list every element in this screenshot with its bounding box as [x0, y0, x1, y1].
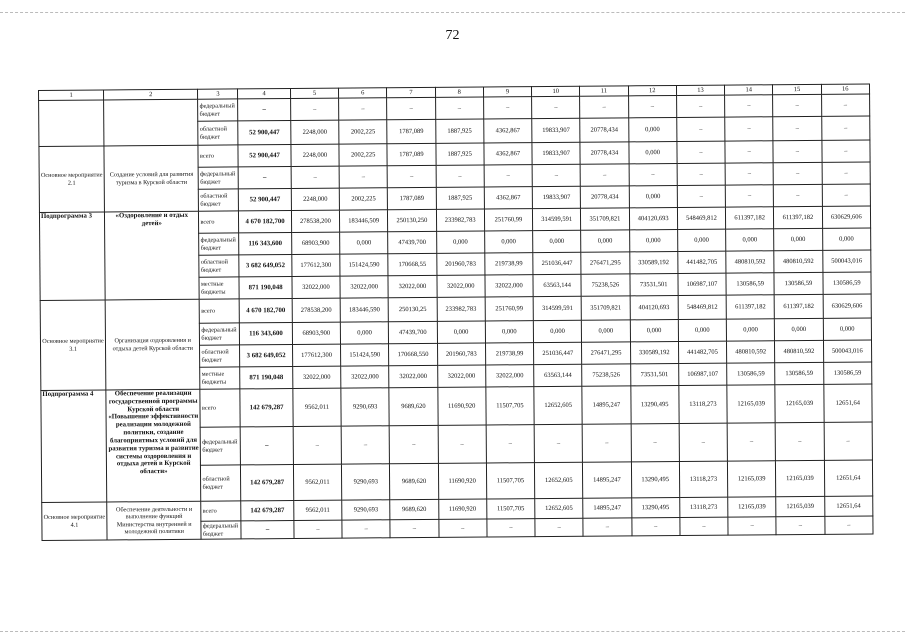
total-amount-cell: 116 343,600	[240, 323, 293, 345]
year-amount-cell: 19833,907	[532, 142, 580, 164]
year-amount-cell: –	[725, 185, 773, 207]
year-amount-cell: 314599,591	[533, 296, 581, 320]
funding-source-cell: федеральный бюджет	[199, 167, 239, 189]
year-amount-cell: –	[438, 425, 487, 463]
scan-edge-bottom	[0, 631, 905, 632]
year-amount-cell: 20778,434	[580, 118, 628, 142]
year-amount-cell: 2002,225	[339, 120, 387, 144]
year-amount-cell: 611397,182	[725, 207, 773, 229]
year-amount-cell: 351709,821	[581, 296, 629, 320]
funding-source-cell: областной бюджет	[198, 121, 238, 145]
year-amount-cell: 12652,605	[535, 498, 583, 518]
year-amount-cell: 1887,925	[435, 143, 483, 165]
year-amount-cell: 0,000	[630, 319, 678, 341]
year-amount-cell: 330589,192	[629, 251, 677, 273]
year-amount-cell: –	[677, 163, 725, 185]
year-amount-cell: 130586,59	[726, 273, 774, 295]
year-amount-cell: –	[389, 425, 438, 463]
funding-source-cell: федеральный бюджет	[199, 233, 239, 255]
year-amount-cell: –	[824, 422, 873, 460]
year-amount-cell: 177612,300	[292, 344, 340, 366]
scan-edge-top	[0, 12, 905, 13]
column-header: 6	[339, 88, 387, 98]
year-amount-cell: 4362,867	[484, 187, 532, 209]
year-amount-cell: –	[580, 164, 628, 186]
year-amount-cell: –	[629, 163, 677, 185]
year-amount-cell: 0,000	[582, 320, 630, 342]
year-amount-cell: 630629,606	[823, 294, 872, 318]
column-header: 13	[676, 85, 724, 95]
column-header: 7	[387, 87, 435, 97]
year-amount-cell: 0,000	[581, 230, 629, 252]
year-amount-cell: 1787,089	[388, 187, 436, 209]
year-amount-cell: –	[341, 426, 390, 464]
year-amount-cell: 276471,295	[582, 342, 630, 364]
year-amount-cell: –	[728, 517, 776, 535]
page-number: 72	[445, 28, 460, 43]
year-amount-cell: 12651,64	[823, 384, 872, 422]
funding-source-cell: областной бюджет	[199, 189, 239, 211]
funding-source-cell: федеральный бюджет	[198, 99, 238, 121]
year-amount-cell: 73531,501	[629, 273, 677, 295]
total-amount-cell: 52 900,447	[238, 145, 291, 167]
year-amount-cell: 20778,434	[580, 142, 628, 164]
year-amount-cell: 4362,867	[484, 143, 532, 165]
year-amount-cell: 0,000	[629, 185, 677, 207]
year-amount-cell: –	[342, 520, 390, 538]
year-amount-cell: 0,000	[533, 320, 581, 342]
year-amount-cell: 32022,000	[485, 365, 533, 387]
year-amount-cell: 12652,605	[534, 462, 583, 498]
year-amount-cell: 0,000	[774, 228, 822, 250]
year-amount-cell: 11690,920	[438, 463, 487, 499]
column-header: 11	[580, 86, 628, 96]
year-amount-cell: 1787,089	[387, 119, 435, 143]
year-amount-cell: 32022,000	[341, 366, 389, 388]
year-amount-cell: 32022,000	[340, 276, 388, 298]
year-amount-cell: –	[774, 184, 822, 206]
year-amount-cell: –	[822, 184, 871, 206]
year-amount-cell: 441482,705	[678, 341, 726, 363]
year-amount-cell: 151424,590	[341, 344, 389, 366]
year-amount-cell: –	[294, 520, 342, 538]
table-row	[41, 384, 872, 429]
year-amount-cell: 73531,501	[630, 363, 678, 385]
year-amount-cell: –	[727, 423, 776, 461]
subprogram-4-title: Обеспечение реализации государственной программы Курской области «Повышение эффективности реализации молодежной политики, создание благоприятных условий для развития туризма и развитие системы оздоровления и отдыха детей в Курской области»	[106, 389, 201, 502]
year-amount-cell: 9290,693	[341, 464, 390, 500]
year-amount-cell: 68903,900	[291, 232, 339, 254]
continued-cell-col1	[39, 100, 104, 147]
funding-source-cell: всего	[199, 211, 239, 233]
year-amount-cell: –	[387, 165, 435, 187]
year-amount-cell: 0,000	[726, 229, 774, 251]
funding-source-cell: федеральный бюджет	[201, 427, 241, 465]
total-amount-cell: 3 682 649,052	[240, 345, 293, 367]
year-amount-cell: 130586,59	[822, 272, 871, 294]
total-amount-cell: 116 343,600	[239, 233, 292, 255]
year-amount-cell: 251036,447	[534, 342, 582, 364]
year-amount-cell: 68903,900	[292, 322, 340, 344]
year-amount-cell: 233982,783	[436, 209, 484, 231]
year-amount-cell: 151424,590	[340, 254, 388, 276]
year-amount-cell: –	[725, 95, 773, 117]
year-amount-cell: 2002,225	[339, 144, 387, 166]
year-amount-cell: 11690,920	[438, 499, 486, 519]
total-amount-cell: 3 682 649,052	[239, 255, 292, 277]
year-amount-cell: 611397,182	[726, 295, 774, 319]
year-amount-cell: 12651,64	[824, 496, 873, 516]
year-amount-cell: 0,000	[775, 318, 823, 340]
year-amount-cell: 20778,434	[581, 186, 629, 208]
column-header: 3	[198, 89, 238, 99]
year-amount-cell: –	[776, 516, 824, 534]
total-amount-cell: 52 900,447	[239, 189, 292, 211]
year-amount-cell: 2248,000	[291, 120, 339, 144]
column-header: 14	[725, 85, 773, 95]
year-amount-cell: 4362,867	[484, 119, 532, 143]
year-amount-cell: 14895,247	[583, 498, 631, 518]
year-amount-cell: 2002,225	[339, 188, 387, 210]
funding-source-cell: местные бюджеты	[199, 277, 239, 299]
year-amount-cell: –	[487, 519, 535, 537]
year-amount-cell: 9290,693	[342, 500, 390, 520]
group-4-1-title: Обеспечение деятельности и выполнение функций Министерства внутренней и молодежной политики	[107, 501, 202, 540]
year-amount-cell: 12165,039	[776, 460, 825, 496]
year-amount-cell: 63563,144	[534, 364, 582, 386]
year-amount-cell: –	[339, 166, 387, 188]
year-amount-cell: 0,000	[628, 141, 676, 163]
column-header: 10	[532, 86, 580, 96]
year-amount-cell: 480810,592	[774, 250, 822, 272]
year-amount-cell: 330589,192	[630, 341, 678, 363]
year-amount-cell: 170668,550	[389, 343, 437, 365]
year-amount-cell: 32022,000	[485, 275, 533, 297]
year-amount-cell: –	[821, 94, 870, 116]
year-amount-cell: 19833,907	[532, 186, 580, 208]
year-amount-cell: 75238,526	[581, 274, 629, 296]
year-amount-cell: 1887,925	[435, 119, 483, 143]
year-amount-cell: 0,000	[340, 322, 388, 344]
year-amount-cell: –	[532, 164, 580, 186]
funding-source-cell: всего	[201, 501, 241, 521]
budget-table	[38, 83, 874, 541]
total-amount-cell: 871 190,048	[240, 367, 293, 389]
year-amount-cell: 183446,509	[339, 210, 387, 232]
year-amount-cell: 183446,590	[340, 298, 388, 322]
total-amount-cell: 142 679,287	[240, 389, 293, 427]
year-amount-cell: 0,000	[533, 230, 581, 252]
year-amount-cell: 250130,25	[388, 297, 436, 321]
year-amount-cell: 12165,039	[728, 497, 776, 517]
year-amount-cell: –	[680, 517, 728, 535]
year-amount-cell: 250130,250	[388, 209, 436, 231]
year-amount-cell: 251036,447	[533, 252, 581, 274]
column-header: 1	[39, 90, 104, 101]
funding-source-cell: всего	[200, 299, 240, 323]
year-amount-cell: 9290,693	[341, 388, 390, 426]
year-amount-cell: –	[725, 117, 773, 141]
funding-source-cell: областной бюджет	[201, 465, 241, 501]
year-amount-cell: 106987,107	[678, 273, 726, 295]
year-amount-cell: 13290,495	[630, 385, 679, 423]
year-amount-cell: 441482,705	[678, 251, 726, 273]
year-amount-cell: 0,000	[485, 321, 533, 343]
year-amount-cell: 404120,693	[630, 295, 678, 319]
year-amount-cell: –	[582, 424, 631, 462]
year-amount-cell: –	[484, 165, 532, 187]
group-2-1-title: Создание условий для развития туризма в Курской области	[104, 145, 199, 212]
year-amount-cell: 500043,016	[823, 340, 872, 362]
year-amount-cell: 278538,200	[291, 210, 339, 232]
column-header: 9	[483, 87, 531, 97]
year-amount-cell: –	[583, 518, 631, 536]
year-amount-cell: 12651,64	[824, 460, 873, 496]
year-amount-cell: –	[822, 162, 871, 184]
year-amount-cell: –	[677, 185, 725, 207]
group-3-1-title: Организация оздоровления и отдыха детей Курской области	[105, 299, 200, 390]
year-amount-cell: 11507,705	[487, 499, 535, 519]
year-amount-cell: 480810,592	[726, 251, 774, 273]
year-amount-cell: 12652,605	[534, 386, 583, 424]
year-amount-cell: 0,000	[437, 321, 485, 343]
year-amount-cell: –	[483, 97, 531, 119]
year-amount-cell: 170668,55	[388, 253, 436, 275]
year-amount-cell: 611397,182	[774, 206, 822, 228]
total-amount-cell: 871 190,048	[239, 277, 292, 299]
subprogram-4-code: Подпрограмма 4	[41, 390, 107, 503]
funding-source-cell: федеральный бюджет	[201, 521, 241, 539]
year-amount-cell: –	[535, 518, 583, 536]
column-header: 8	[435, 87, 483, 97]
year-amount-cell: –	[486, 425, 535, 463]
total-amount-cell: 142 679,287	[241, 501, 294, 521]
year-amount-cell: –	[725, 141, 773, 163]
year-amount-cell: 548469,812	[677, 207, 725, 229]
year-amount-cell: –	[679, 423, 728, 461]
year-amount-cell: 32022,000	[436, 275, 484, 297]
year-amount-cell: 14895,247	[583, 462, 632, 498]
total-amount-cell: 4 670 182,700	[239, 211, 292, 233]
year-amount-cell: –	[824, 516, 873, 534]
year-amount-cell: 404120,693	[629, 207, 677, 229]
year-amount-cell: 130586,59	[823, 362, 872, 384]
year-amount-cell: 233982,783	[437, 297, 485, 321]
year-amount-cell: –	[390, 519, 438, 537]
column-header: 16	[821, 84, 870, 94]
year-amount-cell: 251760,99	[484, 209, 532, 231]
year-amount-cell: –	[293, 426, 342, 464]
year-amount-cell: –	[773, 162, 821, 184]
year-amount-cell: –	[532, 96, 580, 118]
year-amount-cell: –	[631, 423, 680, 461]
table-body	[39, 84, 874, 541]
year-amount-cell: 0,000	[484, 231, 532, 253]
total-amount-cell: 4 670 182,700	[239, 299, 292, 323]
year-amount-cell: –	[775, 422, 824, 460]
year-amount-cell: 0,000	[436, 231, 484, 253]
year-amount-cell: 2248,000	[291, 188, 339, 210]
year-amount-cell: 548469,812	[678, 295, 726, 319]
year-amount-cell: –	[435, 97, 483, 119]
year-amount-cell: 19833,907	[532, 118, 580, 142]
year-amount-cell: –	[773, 140, 821, 162]
year-amount-cell: –	[677, 117, 725, 141]
year-amount-cell: 0,000	[822, 228, 871, 250]
year-amount-cell: 177612,300	[292, 254, 340, 276]
year-amount-cell: 351709,821	[581, 208, 629, 230]
year-amount-cell: 0,000	[678, 319, 726, 341]
year-amount-cell: –	[339, 98, 387, 120]
year-amount-cell: 9689,620	[390, 499, 438, 519]
year-amount-cell: –	[821, 116, 870, 140]
year-amount-cell: 480810,592	[775, 340, 823, 362]
year-amount-cell: 11507,705	[486, 387, 535, 425]
year-amount-cell: 11690,920	[437, 387, 486, 425]
year-amount-cell: –	[580, 96, 628, 118]
year-amount-cell: 630629,606	[822, 206, 871, 228]
year-amount-cell: 480810,592	[727, 341, 775, 363]
year-amount-cell: 130586,59	[775, 362, 823, 384]
subprogram-3-code: Подпрограмма 3	[39, 212, 105, 301]
total-amount-cell: –	[240, 427, 293, 465]
funding-source-cell: всего	[200, 389, 240, 427]
year-amount-cell: 32022,000	[292, 276, 340, 298]
year-amount-cell: 0,000	[726, 319, 774, 341]
year-amount-cell: 12165,039	[775, 384, 824, 422]
total-amount-cell: –	[241, 521, 294, 539]
year-amount-cell: 201960,783	[437, 343, 485, 365]
year-amount-cell: 9562,011	[293, 388, 342, 426]
year-amount-cell: –	[725, 163, 773, 185]
year-amount-cell: 2248,000	[291, 144, 339, 166]
total-amount-cell: 52 900,447	[238, 121, 291, 145]
funding-source-cell: местные бюджеты	[200, 367, 240, 389]
year-amount-cell: 0,000	[823, 318, 872, 340]
year-amount-cell: 0,000	[628, 117, 676, 141]
year-amount-cell: 13118,273	[679, 461, 728, 497]
year-amount-cell: –	[773, 94, 821, 116]
year-amount-cell: 9562,011	[294, 500, 342, 520]
year-amount-cell: –	[436, 165, 484, 187]
subprogram-3-title: «Оздоровление и отдых детей»	[105, 211, 200, 300]
year-amount-cell: 251760,99	[485, 297, 533, 321]
year-amount-cell: –	[291, 166, 339, 188]
year-amount-cell: 0,000	[340, 232, 388, 254]
year-amount-cell: 47439,700	[388, 231, 436, 253]
total-amount-cell: 142 679,287	[241, 465, 294, 501]
total-amount-cell: –	[238, 99, 291, 121]
year-amount-cell: 130586,59	[727, 363, 775, 385]
column-header: 4	[238, 89, 291, 99]
year-amount-cell: 1887,925	[436, 187, 484, 209]
year-amount-cell: 63563,144	[533, 274, 581, 296]
year-amount-cell: 0,000	[629, 229, 677, 251]
year-amount-cell: –	[438, 519, 486, 537]
funding-source-cell: всего	[198, 145, 238, 167]
year-amount-cell: 32022,000	[437, 365, 485, 387]
year-amount-cell: –	[387, 97, 435, 119]
funding-source-cell: федеральный бюджет	[200, 323, 240, 345]
funding-source-cell: областной бюджет	[200, 345, 240, 367]
group-4-1-code: Основное мероприятие 4.1	[42, 502, 107, 541]
group-3-1-code: Основное мероприятие 3.1	[40, 300, 106, 391]
year-amount-cell: 219738,99	[485, 343, 533, 365]
year-amount-cell: 9689,620	[389, 387, 438, 425]
year-amount-cell: 9689,620	[390, 463, 439, 499]
year-amount-cell: 201960,783	[436, 253, 484, 275]
year-amount-cell: 12165,039	[727, 385, 776, 423]
year-amount-cell: 500043,016	[822, 250, 871, 272]
year-amount-cell: 12165,039	[776, 496, 824, 516]
year-amount-cell: 276471,295	[581, 252, 629, 274]
year-amount-cell: 9562,011	[293, 464, 342, 500]
column-header: 5	[290, 88, 338, 98]
year-amount-cell: –	[534, 424, 583, 462]
budget-table-sheet	[38, 83, 874, 541]
year-amount-cell: 14895,247	[582, 386, 631, 424]
year-amount-cell: 12165,039	[727, 461, 776, 497]
year-amount-cell: 75238,526	[582, 364, 630, 386]
group-2-1-code: Основное мероприятие 2.1	[39, 146, 105, 213]
year-amount-cell: 13290,495	[631, 497, 679, 517]
year-amount-cell: –	[290, 98, 338, 120]
year-amount-cell: 278538,200	[292, 298, 340, 322]
year-amount-cell: –	[677, 141, 725, 163]
total-amount-cell: –	[238, 167, 291, 189]
year-amount-cell: 13118,273	[679, 385, 728, 423]
year-amount-cell: 32022,000	[292, 366, 340, 388]
year-amount-cell: 219738,99	[485, 253, 533, 275]
year-amount-cell: 106987,107	[678, 363, 726, 385]
column-header: 2	[104, 89, 198, 100]
year-amount-cell: 130586,59	[774, 272, 822, 294]
year-amount-cell: 32022,000	[389, 365, 437, 387]
year-amount-cell: –	[773, 116, 821, 140]
year-amount-cell: 314599,591	[532, 208, 580, 230]
year-amount-cell: 32022,000	[388, 275, 436, 297]
year-amount-cell: 0,000	[677, 229, 725, 251]
year-amount-cell: 13290,495	[631, 461, 680, 497]
year-amount-cell: –	[628, 95, 676, 117]
column-header: 15	[773, 84, 821, 94]
year-amount-cell: 611397,182	[774, 294, 822, 318]
year-amount-cell: 11507,705	[486, 463, 535, 499]
year-amount-cell: 47439,700	[389, 321, 437, 343]
year-amount-cell: 13118,273	[680, 497, 728, 517]
year-amount-cell: –	[821, 140, 870, 162]
year-amount-cell: –	[676, 95, 724, 117]
year-amount-cell: –	[631, 517, 679, 535]
year-amount-cell: 1787,089	[387, 143, 435, 165]
column-header: 12	[628, 85, 676, 95]
funding-source-cell: областной бюджет	[199, 255, 239, 277]
continued-cell-col2	[104, 99, 199, 146]
